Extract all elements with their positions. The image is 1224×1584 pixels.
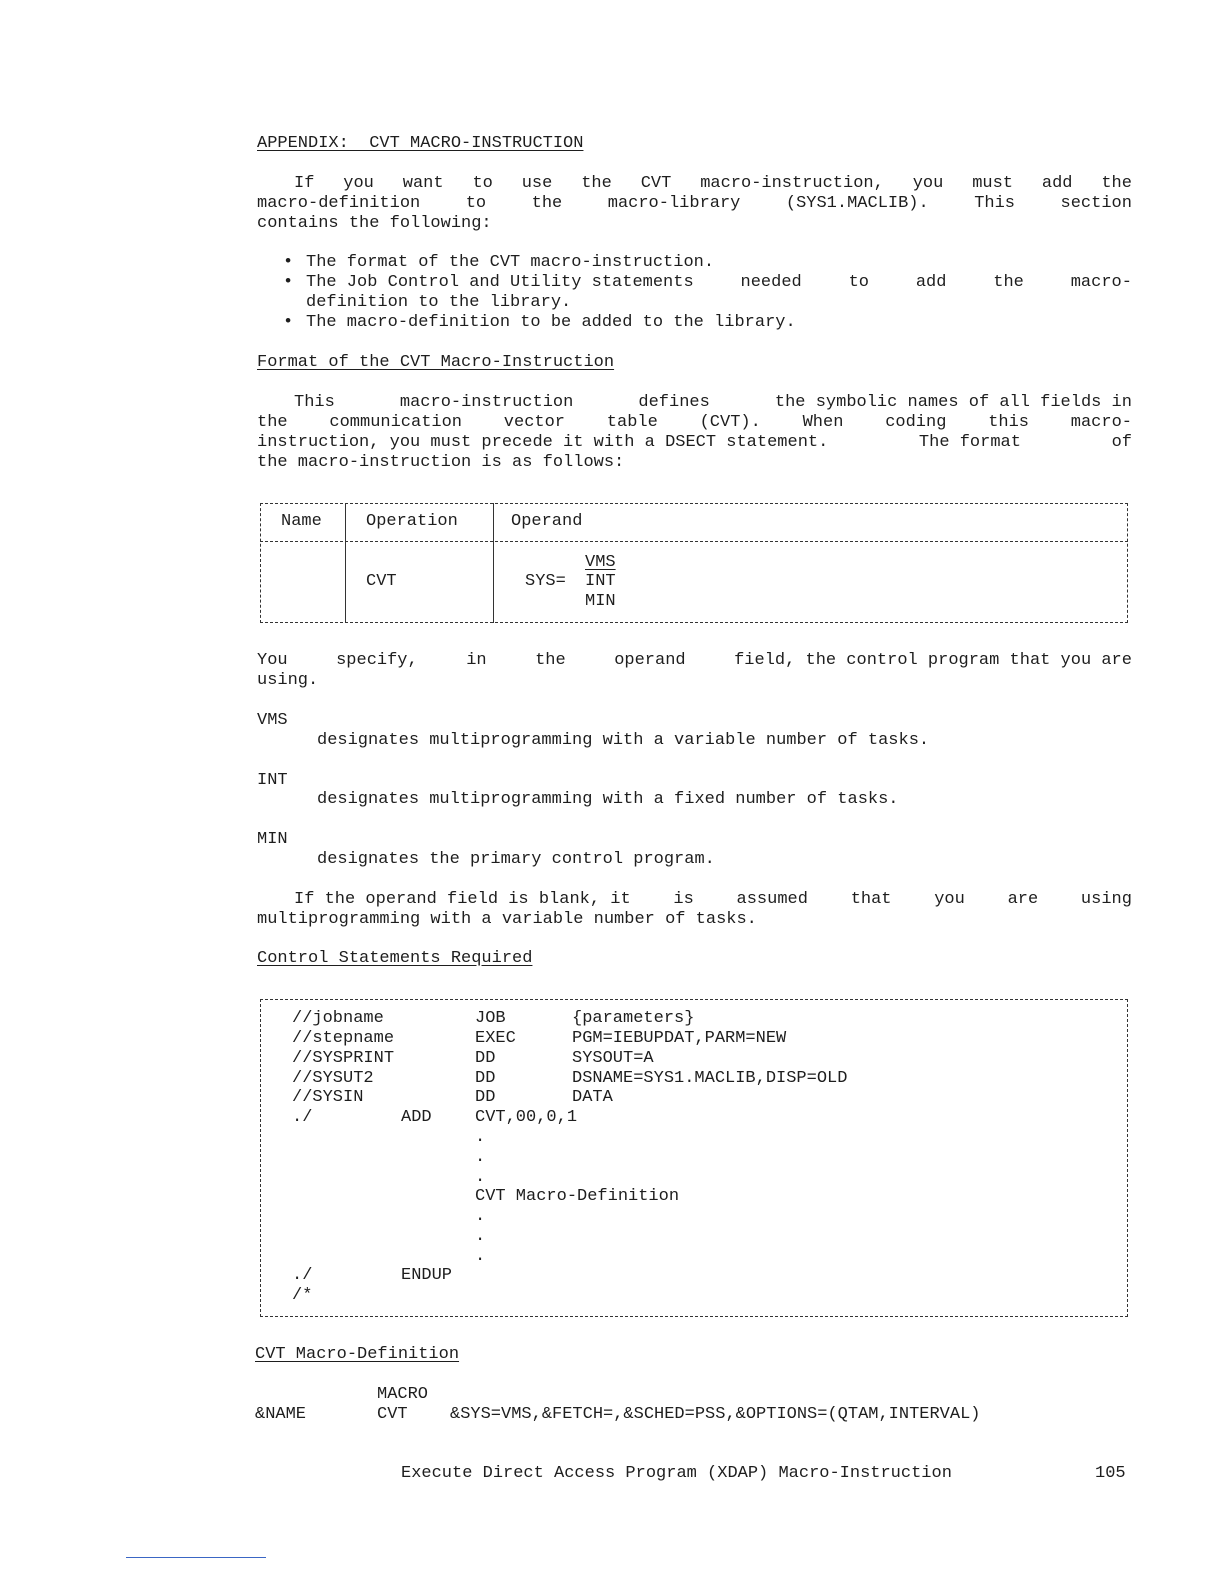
word: you [912, 174, 944, 193]
definition-term: MIN [257, 830, 288, 849]
word: to [848, 273, 869, 292]
macro-operands: &SYS=VMS,&FETCH=,&SCHED=PSS,&OPTIONS=(QTAM,INTERVAL) [450, 1405, 981, 1424]
word: section [1060, 194, 1132, 213]
jcl-operand: PGM=IEBUPDAT,PARM=NEW [572, 1029, 787, 1048]
intro-line-2 [257, 194, 1132, 214]
format-para-line-3 [257, 433, 1132, 453]
word: the [257, 413, 288, 432]
bullet-dot: • [283, 273, 294, 292]
word: macro-definition [257, 194, 421, 213]
intro-line-3: contains the following: [257, 214, 492, 233]
specify-para-line-2: using. [257, 671, 319, 690]
jcl-op: DD [475, 1088, 496, 1107]
format-para-line-4: the macro-instruction is as follows: [257, 453, 625, 472]
word: in [466, 651, 487, 670]
jcl-operand: DSNAME=SYS1.MACLIB,DISP=OLD [572, 1069, 848, 1088]
jcl-add-prefix: ./ [292, 1108, 313, 1127]
word: of [1111, 433, 1132, 452]
bullet-1: The format of the CVT macro-instruction. [306, 253, 715, 272]
table-operand-prefix: SYS= [525, 572, 566, 591]
table-option: MIN [585, 592, 616, 611]
word: the [1101, 174, 1132, 193]
word: the [993, 273, 1024, 292]
macro-name: &NAME [255, 1405, 307, 1424]
word: coding [885, 413, 947, 432]
word: If [294, 174, 315, 193]
jcl-op: DD [475, 1049, 496, 1068]
footer-title: Execute Direct Access Program (XDAP) Macro-Instruction [401, 1464, 952, 1483]
word: defines [638, 393, 710, 412]
word: This [974, 194, 1016, 213]
table-header-name: Name [281, 512, 322, 531]
specify-para-line-1 [257, 651, 1132, 671]
word: want [402, 174, 444, 193]
word: must [972, 174, 1013, 193]
definition-desc: designates multiprogramming with a variable number of tasks. [317, 731, 930, 750]
word: to [472, 174, 493, 193]
jcl-op: DD [475, 1069, 496, 1088]
table-option: INT [585, 572, 616, 591]
word: operand [614, 651, 686, 670]
jcl-ellipsis-dot: . [475, 1227, 486, 1246]
jcl-ellipsis-dot: . [475, 1128, 486, 1147]
word: macro-instruction, [700, 174, 884, 193]
word: The format [918, 433, 1021, 452]
definition-desc: designates the primary control program. [317, 850, 715, 869]
jcl-name: //SYSUT2 [292, 1069, 374, 1088]
word: macro-instruction [399, 393, 574, 412]
word: When [802, 413, 844, 432]
jcl-operand: {parameters} [572, 1009, 695, 1028]
jcl-ellipsis-dot: . [475, 1207, 486, 1226]
bullet-3: The macro-definition to be added to the library. [306, 313, 796, 332]
table-header-operand: Operand [511, 512, 583, 531]
definition-term: INT [257, 771, 288, 790]
macro-heading: CVT Macro-Definition [255, 1345, 460, 1364]
word: you [343, 174, 374, 193]
jcl-ellipsis-dot: . [475, 1247, 486, 1266]
word: using [1080, 890, 1132, 909]
word: is [673, 890, 694, 909]
intro-line-1 [294, 174, 1132, 194]
word: this [988, 413, 1029, 432]
control-heading: Control Statements Required [257, 949, 533, 968]
jcl-name: //SYSIN [292, 1088, 364, 1107]
word: macro-library [607, 194, 741, 213]
macro-keyword: MACRO [377, 1385, 429, 1404]
word: field, the control program that you are [734, 651, 1132, 670]
jcl-ellipsis-dot: . [475, 1148, 486, 1167]
word: This [294, 393, 335, 412]
word: macro- [1070, 273, 1132, 292]
jcl-name: //SYSPRINT [292, 1049, 395, 1068]
jcl-macro-def: CVT Macro-Definition [475, 1187, 680, 1206]
macro-op: CVT [377, 1405, 408, 1424]
jcl-op: JOB [475, 1009, 506, 1028]
word: the [535, 651, 566, 670]
jcl-endup-prefix: ./ [292, 1266, 313, 1285]
blank-para-line-2: multiprogramming with a variable number of tasks. [257, 910, 757, 929]
word: If the operand field is blank, it [294, 890, 631, 909]
table-header-operation: Operation [366, 512, 458, 531]
word: specify, [336, 651, 418, 670]
word: add [915, 273, 947, 292]
word: are [1007, 890, 1039, 909]
word: (CVT). [699, 413, 761, 432]
definition-desc: designates multiprogramming with a fixed number of tasks. [317, 790, 899, 809]
word: instruction, you must precede it with a DSECT statement. [257, 433, 829, 452]
blank-para-line-1 [294, 890, 1132, 910]
word: needed [740, 273, 802, 292]
format-table-col-divider [345, 503, 346, 623]
bullet-dot: • [283, 313, 294, 332]
word: to [465, 194, 487, 213]
word: the symbolic names of all fields in [774, 393, 1132, 412]
appendix-heading: APPENDIX: CVT MACRO-INSTRUCTION [257, 134, 584, 153]
jcl-end-marker: /* [292, 1286, 313, 1305]
bullet-dot: • [283, 253, 294, 272]
word: vector [503, 413, 566, 432]
bullet-2-line-1 [306, 273, 1132, 293]
format-table-col-divider [493, 503, 494, 623]
word: you [934, 890, 965, 909]
word: assumed [736, 890, 808, 909]
jcl-name: //jobname [292, 1009, 384, 1028]
table-option-default: VMS [585, 553, 616, 572]
word: add [1041, 174, 1073, 193]
jcl-add-value: CVT,00,0,1 [475, 1108, 578, 1127]
word: CVT [640, 174, 672, 193]
format-heading: Format of the CVT Macro-Instruction [257, 353, 615, 372]
word: You [257, 651, 288, 670]
word: the [581, 174, 612, 193]
format-para-line-1 [294, 393, 1132, 413]
format-para-line-2 [257, 413, 1132, 433]
bullet-2-line-2: definition to the library. [306, 293, 572, 312]
jcl-op: EXEC [475, 1029, 516, 1048]
word: the [531, 194, 563, 213]
word: (SYS1.MACLIB). [785, 194, 929, 213]
table-operation-cvt: CVT [366, 572, 397, 591]
word: macro- [1070, 413, 1132, 432]
word: The Job Control and Utility statements [306, 273, 694, 292]
jcl-operand: DATA [572, 1088, 613, 1107]
footer-rule [126, 1557, 266, 1558]
jcl-operand: SYSOUT=A [572, 1049, 654, 1068]
jcl-endup-keyword: ENDUP [401, 1266, 453, 1285]
jcl-name: //stepname [292, 1029, 395, 1048]
word: use [521, 174, 553, 193]
jcl-add-keyword: ADD [401, 1108, 432, 1127]
definition-term: VMS [257, 711, 288, 730]
page-number: 105 [1095, 1464, 1126, 1483]
format-table-divider [260, 541, 1128, 542]
word: table [606, 413, 658, 432]
word: that [850, 890, 892, 909]
jcl-ellipsis-dot: . [475, 1168, 486, 1187]
word: communication [329, 413, 463, 432]
